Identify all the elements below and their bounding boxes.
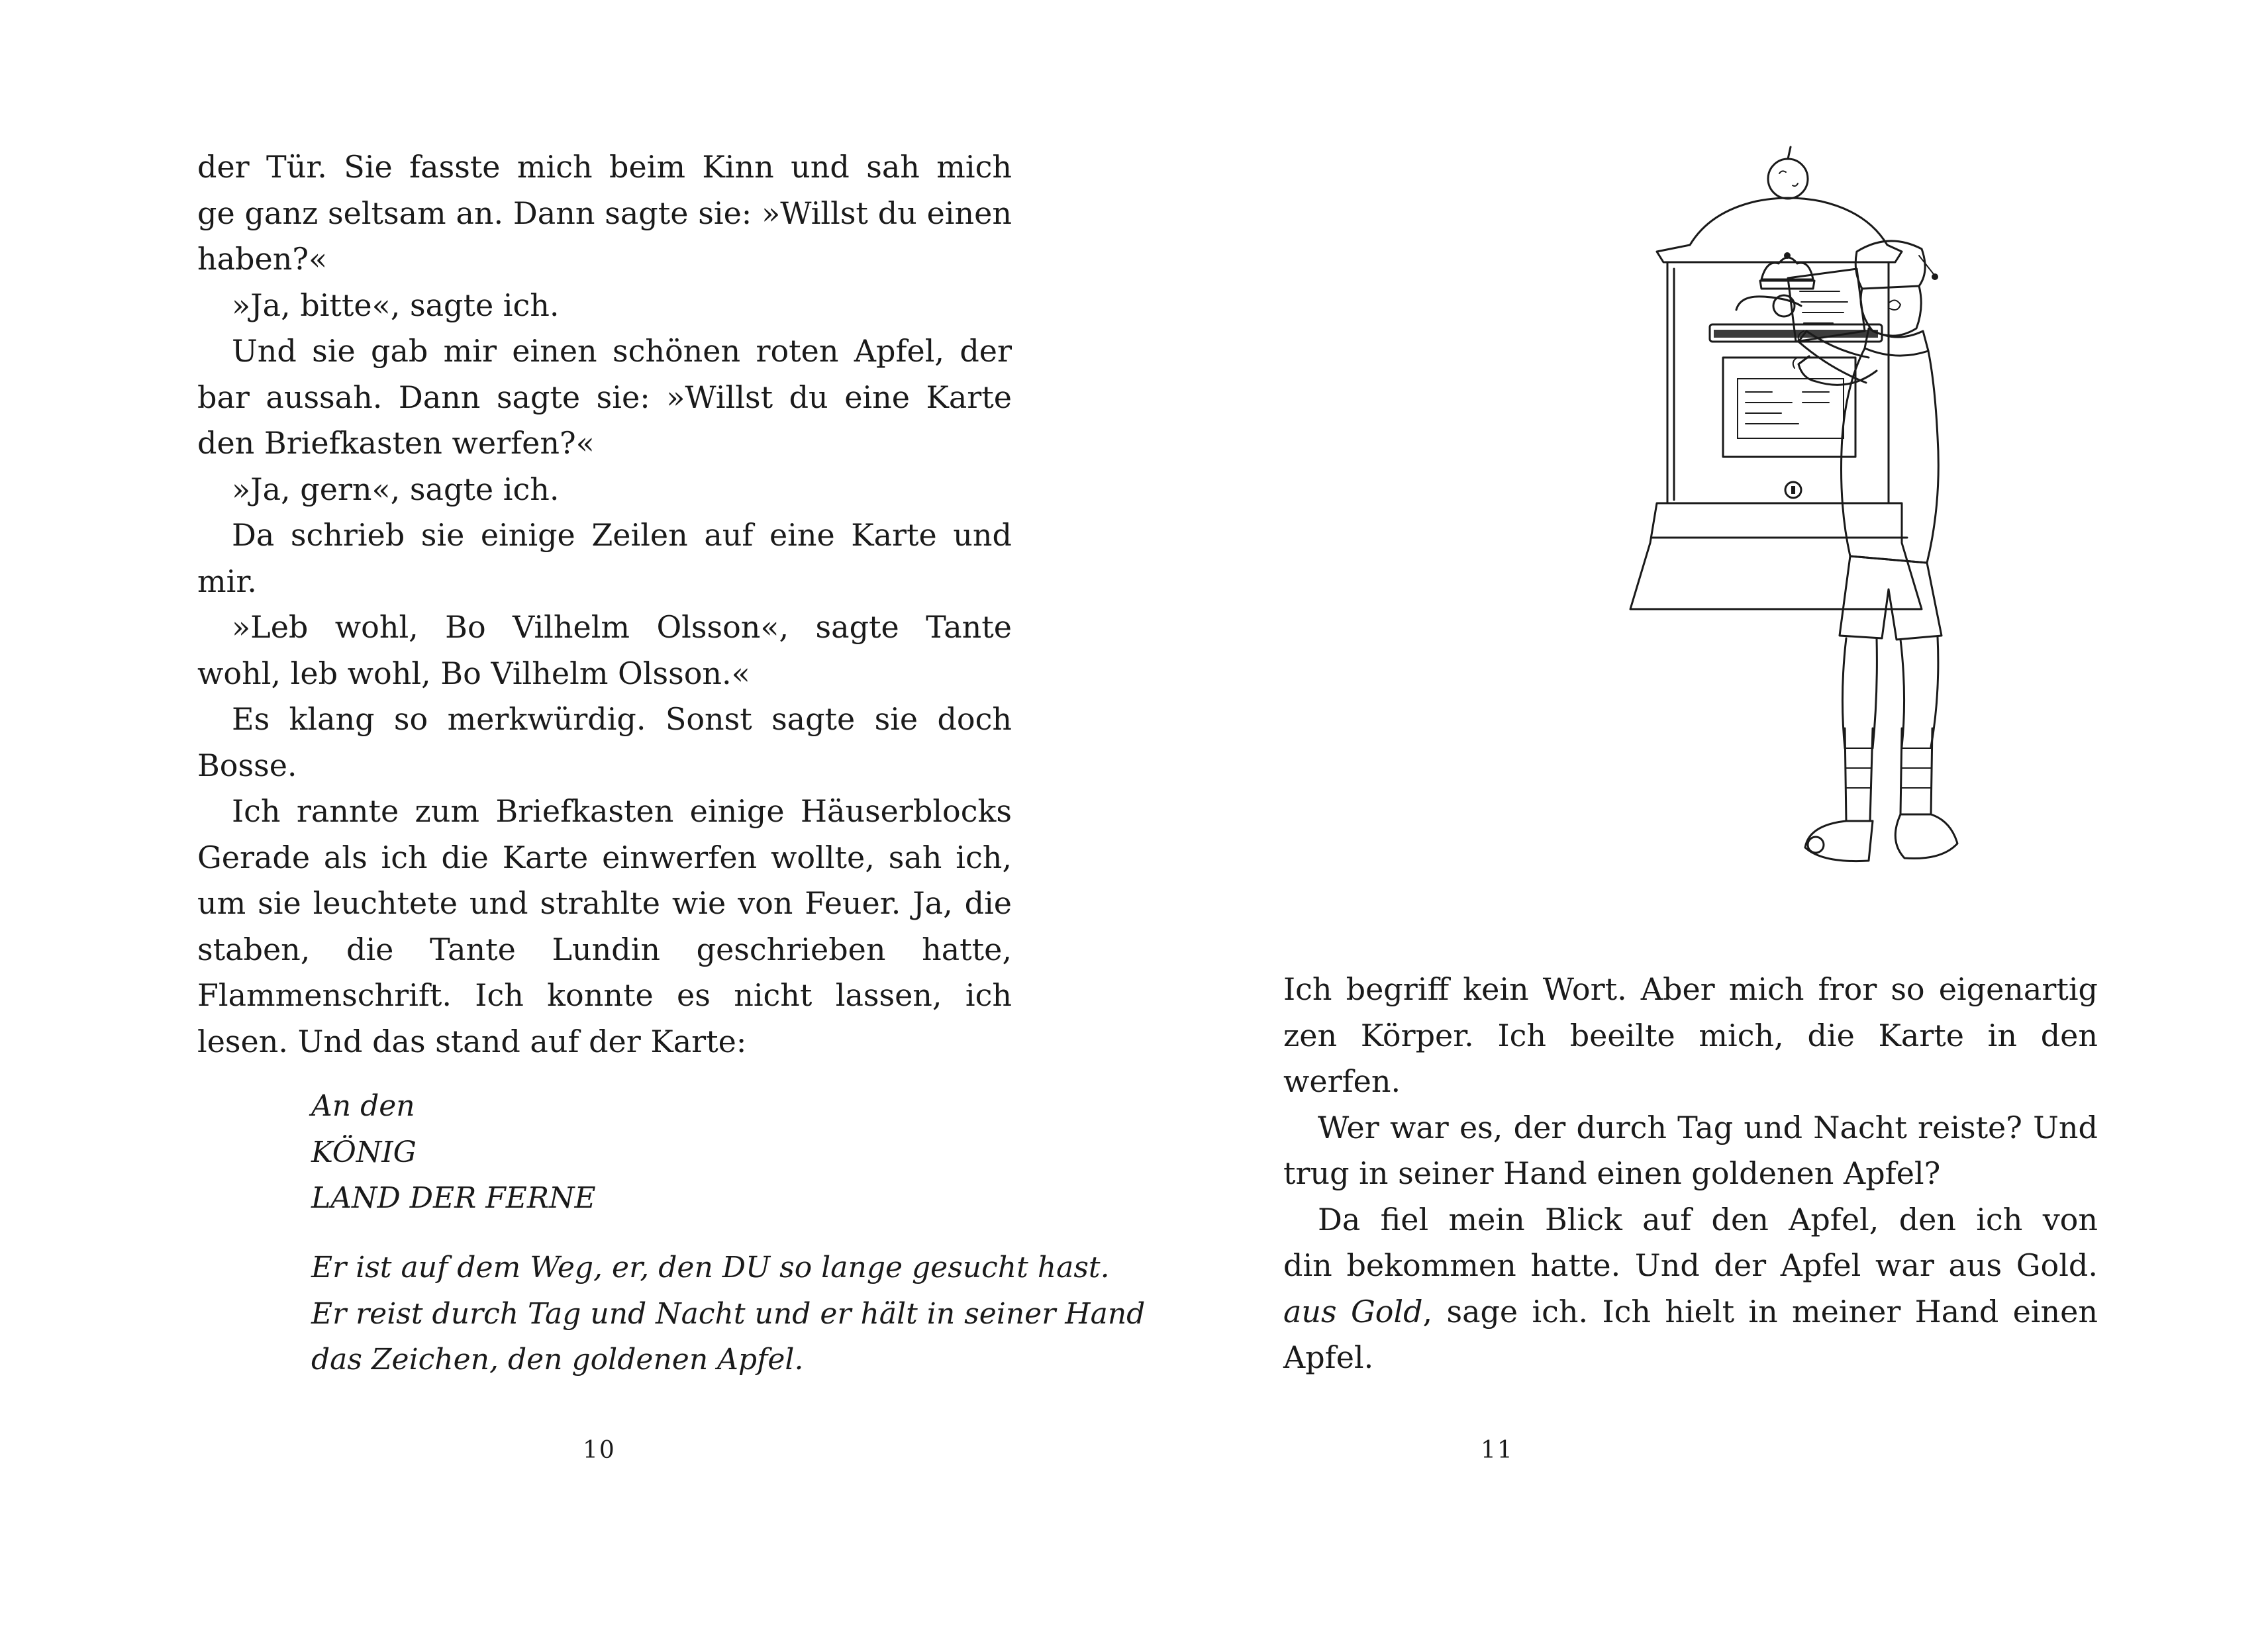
text-line: »Ja, bitte«, sagte ich. bbox=[232, 287, 560, 323]
text-line: trug in seiner Hand einen goldenen Apfel? bbox=[1283, 1155, 1941, 1191]
text-line bbox=[1283, 1243, 2098, 1289]
text-line: zen Körper. Ich beeilte mich, die Karte in den bbox=[1283, 1017, 2098, 1053]
card-message bbox=[311, 1245, 1146, 1383]
keyhole-icon bbox=[1785, 482, 1801, 498]
message-line: das Zeichen, den goldenen Apfel. bbox=[311, 1343, 804, 1376]
message-line: Er ist auf dem Weg, er, den DU so lange gesucht hast. bbox=[311, 1251, 1110, 1284]
text-line: »Leb wohl, Bo Vilhelm Olsson«, sagte Tante bbox=[232, 609, 1012, 645]
text-fragment: din bekommen hatte. Und der Apfel war aus Gold. bbox=[1283, 1247, 2098, 1283]
text-line: der Tür. Sie fasste mich beim Kinn und sah mich bbox=[197, 149, 1012, 185]
text-line: Gerade als ich die Karte einwerfen wollte, sah ich, bbox=[197, 839, 1012, 875]
text-line: lesen. Und das stand auf der Karte: bbox=[197, 1023, 747, 1059]
text-line: werfen. bbox=[1283, 1063, 1401, 1099]
left-page-text bbox=[197, 144, 1012, 1065]
text-line: Es klang so merkwürdig. Sonst sagte sie doch bbox=[232, 701, 1012, 737]
text-line: Apfel. bbox=[1283, 1339, 1374, 1375]
emphasis-text: aus Gold bbox=[1283, 1293, 1423, 1329]
page-number: 10 bbox=[583, 1437, 616, 1464]
card-address bbox=[311, 1083, 596, 1222]
text-line: Ich rannte zum Briefkasten einige Häuserblocks bbox=[232, 793, 1012, 829]
text-line: Wer war es, der durch Tag und Nacht reiste? Und bbox=[1318, 1109, 2098, 1145]
text-line: den Briefkasten werfen?« bbox=[197, 425, 595, 461]
address-line: KÖNIG bbox=[311, 1135, 417, 1169]
crown-icon bbox=[1760, 252, 1814, 289]
text-line bbox=[1283, 1289, 2098, 1335]
text-line: »Ja, gern«, sagte ich. bbox=[232, 471, 560, 507]
boy-at-mailbox-illustration bbox=[1610, 132, 1981, 914]
text-line: Und sie gab mir einen schönen roten Apfel, der bbox=[232, 333, 1012, 369]
right-page bbox=[1134, 0, 2268, 1642]
text-line: mir. bbox=[197, 563, 257, 599]
text-line: Da fiel mein Blick auf den Apfel, den ich von bbox=[1318, 1201, 2098, 1237]
text-line: wohl, leb wohl, Bo Vilhelm Olsson.« bbox=[197, 655, 750, 691]
apple-icon bbox=[1768, 147, 1808, 199]
address-line: An den bbox=[311, 1089, 415, 1123]
text-line: Flammenschrift. Ich konnte es nicht lassen, ich bbox=[197, 977, 1012, 1013]
text-line: um sie leuchtete und strahlte wie von Feuer. Ja, die bbox=[197, 885, 1012, 921]
address-line: LAND DER FERNE bbox=[311, 1181, 596, 1215]
text-fragment: , sage ich. Ich hielt in meiner Hand einen bbox=[1422, 1293, 2098, 1329]
page-number: 11 bbox=[1481, 1437, 1514, 1464]
right-page-text bbox=[1283, 967, 2098, 1381]
message-line: Er reist durch Tag und Nacht und er hält in seiner Hand bbox=[311, 1296, 1146, 1331]
text-line: staben, die Tante Lundin geschrieben hatte, bbox=[197, 931, 1012, 967]
text-line: ge ganz seltsam an. Dann sagte sie: »Willst du einen bbox=[197, 195, 1012, 231]
text-line: bar aussah. Dann sagte sie: »Willst du eine Karte bbox=[197, 379, 1012, 415]
text-line: haben?« bbox=[197, 241, 328, 277]
text-line: Bosse. bbox=[197, 747, 297, 783]
text-line: Ich begriff kein Wort. Aber mich fror so eigenartig bbox=[1283, 971, 2098, 1007]
text-line: Da schrieb sie einige Zeilen auf eine Karte und bbox=[232, 517, 1012, 553]
